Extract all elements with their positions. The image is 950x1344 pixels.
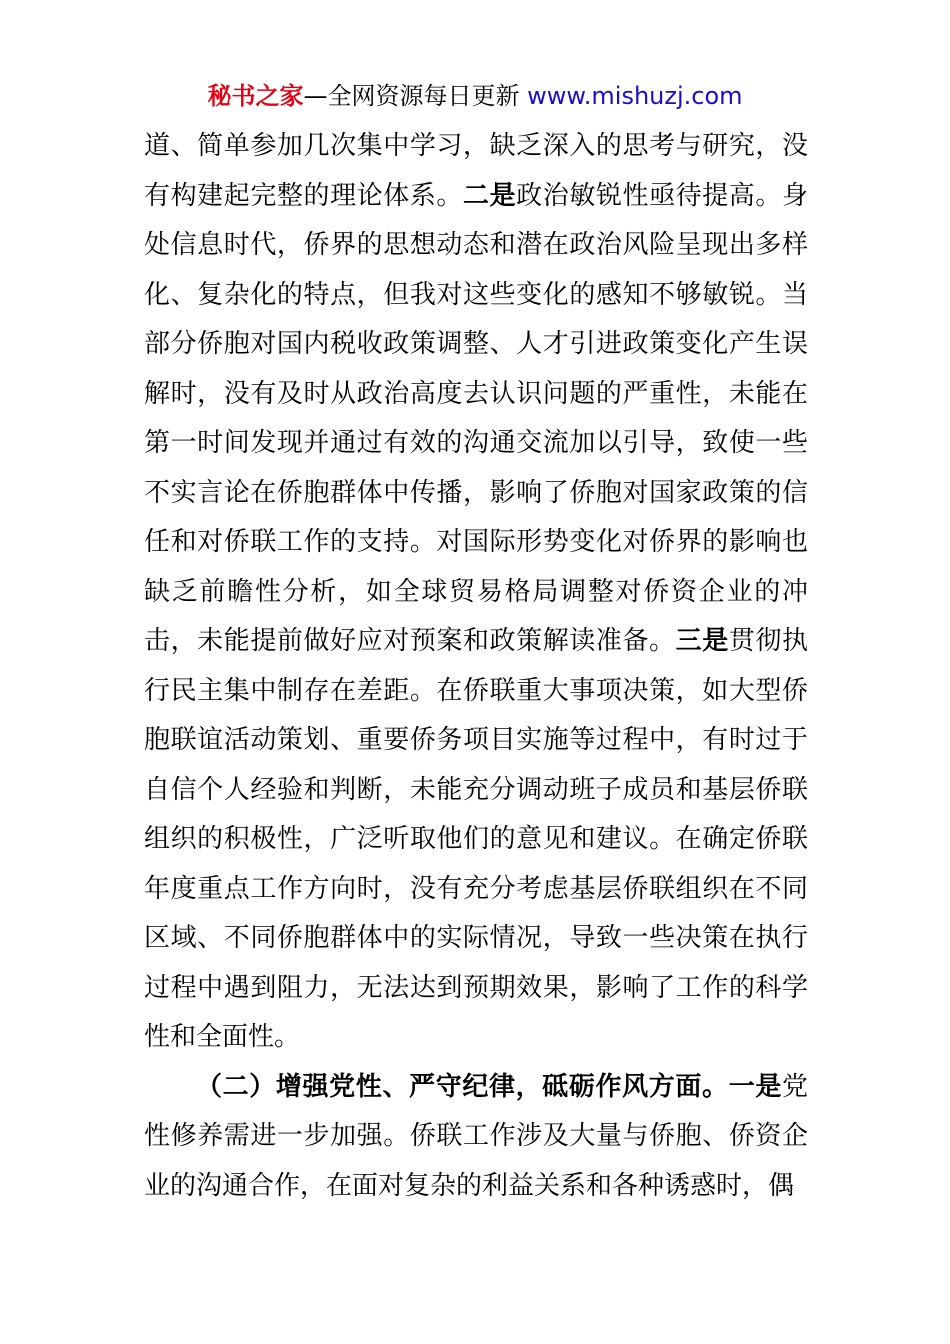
- site-tagline: —全网资源每日更新: [303, 82, 528, 110]
- site-brand: 秘书之家: [207, 82, 304, 110]
- site-url[interactable]: www.mishuzj.com: [527, 82, 743, 110]
- paragraph-1-keyword-2: 二是: [462, 180, 517, 211]
- section-heading: （二）增强党性、严守纪律，砥砺作风方面。: [196, 1071, 729, 1102]
- paragraph-1-text-3: 贯彻执行民主集中制存在差距。在侨联重大事项决策，如大型侨胞联谊活动策划、重要侨务项目实施等过程中，有时过于自信个人经验和判断，未能充分调动班子成员和基层侨联组织的积极性，广泛听取他们的意见和建议。在确定侨联年度重点工作方向时，没有充分考虑基层侨联组织在不同区域、不同侨胞群体中的实际情况，导致一些决策在执行过程中遇到阻力，无法达到预期效果，影响了工作的科学性和全面性。: [144, 626, 808, 1052]
- paragraph-1: [144, 122, 808, 1063]
- paragraph-2-keyword-1: 一是: [728, 1071, 782, 1102]
- paragraph-1-text-1: 道、简单参加几次集中学习，缺乏深入的思考与研究，没有构建起完整的理论体系。: [144, 131, 808, 211]
- paragraph-1-text-2: 政治敏锐性亟待提高。身处信息时代，侨界的思想动态和潜在政治风险呈现出多样化、复杂化的特点，但我对这些变化的感知不够敏锐。当部分侨胞对国内税收政策调整、人才引进政策变化产生误解时，没有及时从政治高度去认识问题的严重性，未能在第一时间发现并通过有效的沟通交流加以引导，致使一些不实言论在侨胞群体中传播，影响了侨胞对国家政策的信任和对侨联工作的支持。对国际形势变化对侨界的影响也缺乏前瞻性分析，如全球贸易格局调整对侨资企业的冲击，未能提前做好应对预案和政策解读准备。: [144, 180, 808, 656]
- site-header: [0, 80, 950, 112]
- paragraph-1-keyword-3: 三是: [675, 626, 729, 656]
- paragraph-2: [144, 1063, 808, 1212]
- paragraph-2-text-1: 党性修养需进一步加强。侨联工作涉及大量与侨胞、侨资企业的沟通合作，在面对复杂的利益关系和各种诱惑时，偶: [144, 1071, 808, 1201]
- document-body: [144, 122, 808, 1211]
